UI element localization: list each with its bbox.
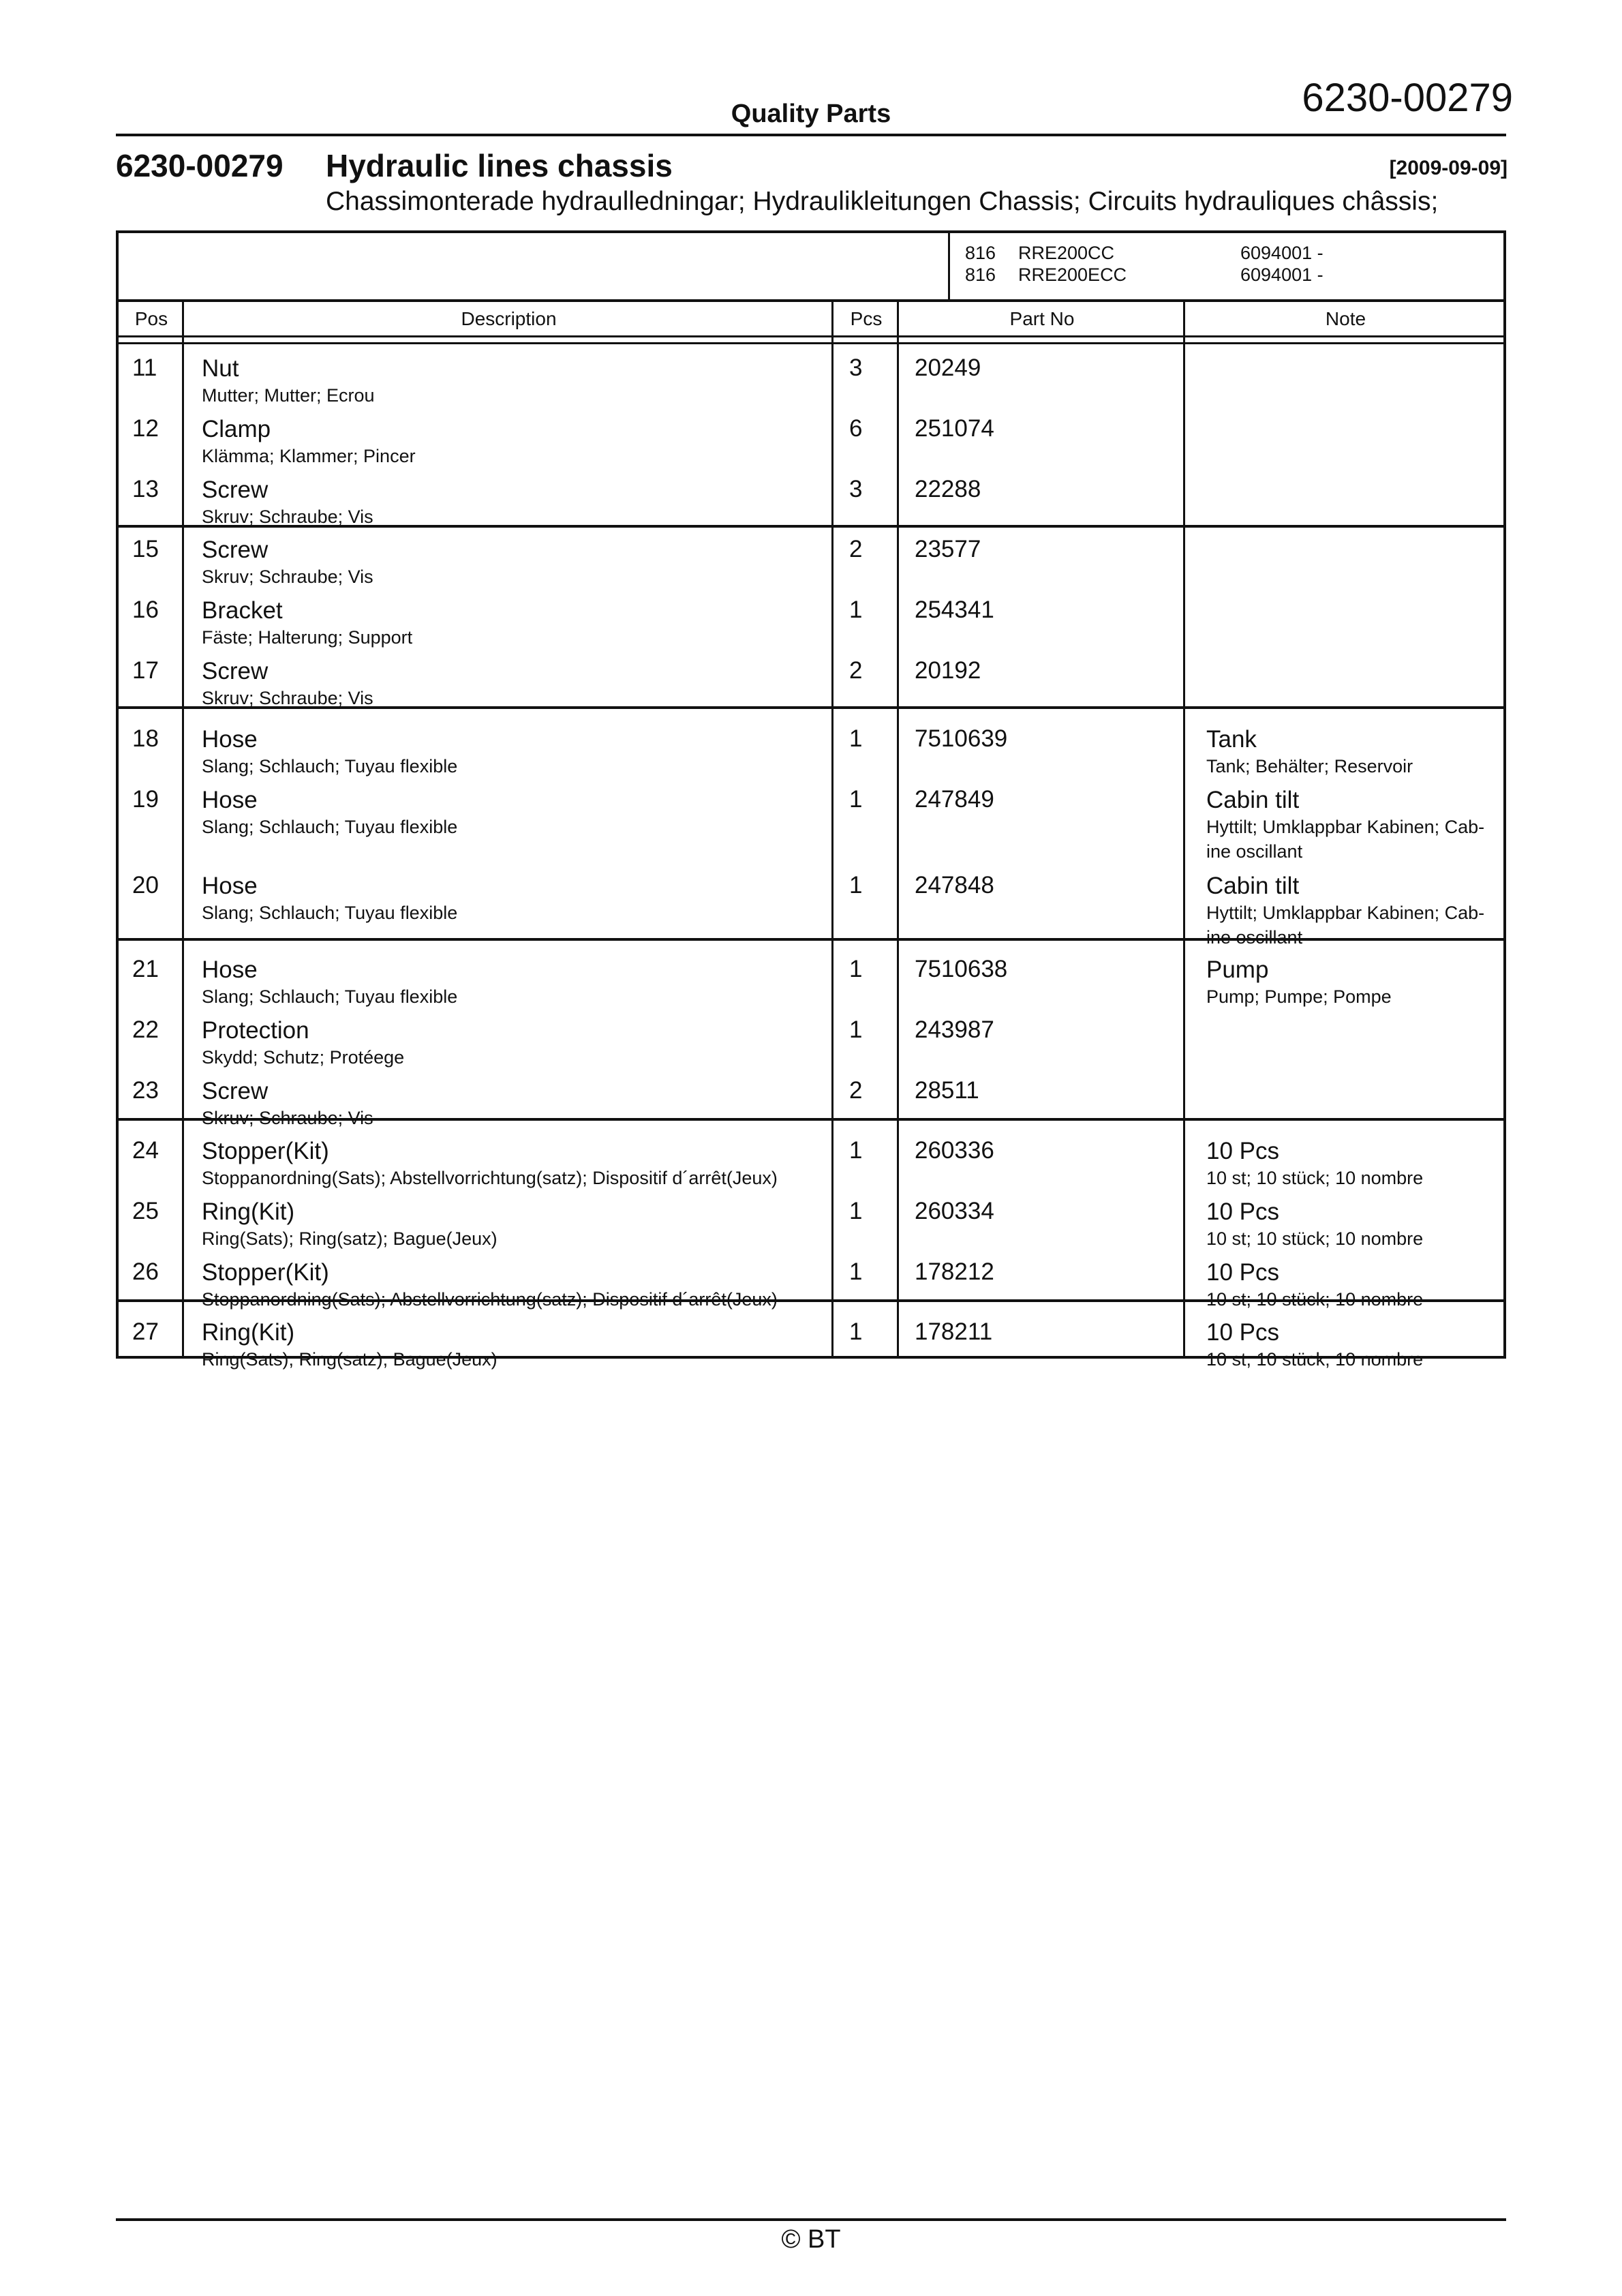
note-main: Cabin tilt <box>1206 787 1300 813</box>
description-main: Ring(Kit) <box>202 1319 295 1346</box>
description-main: Screw <box>202 658 269 684</box>
description-main: Hose <box>202 956 258 983</box>
description-translations: Stoppanordning(Sats); Abstellvorrichtung(satz); Dispositif d´arrêt(Jeux) <box>202 1168 778 1188</box>
model-name: RRE200ECC <box>1018 265 1127 285</box>
position-number: 17 <box>132 657 159 684</box>
section-date: [2009-09-09] <box>1389 157 1508 179</box>
note-translations: 10 st; 10 stück; 10 nombre <box>1206 1228 1424 1249</box>
part-number: 178211 <box>915 1318 993 1345</box>
description-cell <box>202 1258 924 1312</box>
description-translations: Klämma; Klammer; Pincer <box>202 446 416 466</box>
position-number: 19 <box>132 786 159 813</box>
description-main: Clamp <box>202 416 271 442</box>
description-cell <box>202 1137 924 1190</box>
position-number: 16 <box>132 596 159 623</box>
description-main: Protection <box>202 1017 309 1044</box>
model-number: 816 <box>965 243 996 263</box>
note-main: Tank <box>1206 726 1257 753</box>
quantity: 3 <box>849 354 863 381</box>
description-main: Screw <box>202 477 269 503</box>
description-translations: Stoppanordning(Sats); Abstellvorrichtung(satz); Dispositif d´arrêt(Jeux) <box>202 1289 778 1310</box>
description-translations: Slang; Schlauch; Tuyau flexible <box>202 756 458 776</box>
description-main: Screw <box>202 537 269 563</box>
quantity: 1 <box>849 725 863 752</box>
section-title: Hydraulic lines chassis <box>326 148 673 183</box>
note-translations: Hyttilt; Umklappbar Kabinen; Cab-ine oscillant <box>1206 817 1485 862</box>
model-number: 816 <box>965 265 996 285</box>
description-main: Hose <box>202 873 258 899</box>
description-cell <box>202 354 924 408</box>
part-number: 20192 <box>915 657 981 684</box>
position-number: 22 <box>132 1016 159 1043</box>
quantity: 1 <box>849 872 863 898</box>
position-number: 23 <box>132 1077 159 1104</box>
part-number: 20249 <box>915 354 981 381</box>
description-cell <box>202 1016 924 1070</box>
note-cell <box>1206 1258 1493 1312</box>
part-number: 23577 <box>915 536 981 562</box>
note-cell <box>1206 872 1493 950</box>
note-main: 10 Pcs <box>1206 1138 1279 1164</box>
note-translations: Pump; Pumpe; Pompe <box>1206 986 1392 1007</box>
part-number: 7510638 <box>915 956 1008 982</box>
column-header-pos: Pos <box>134 308 168 329</box>
description-cell <box>202 1077 924 1130</box>
quantity: 1 <box>849 1318 863 1345</box>
column-header-underline <box>119 342 1503 344</box>
description-main: Stopper(Kit) <box>202 1138 329 1164</box>
column-header-pcs: Pcs <box>850 308 883 329</box>
part-number: 247849 <box>915 786 994 813</box>
note-main: 10 Pcs <box>1206 1319 1279 1346</box>
header-divider <box>116 134 1506 136</box>
quantity: 1 <box>849 1198 863 1224</box>
column-header-note: Note <box>1325 308 1366 329</box>
section-code: 6230-00279 <box>116 148 284 183</box>
position-number: 21 <box>132 956 159 982</box>
page-header-title: Quality Parts <box>731 100 891 128</box>
column-divider <box>1183 302 1185 1356</box>
description-cell <box>202 725 924 779</box>
description-cell <box>202 596 924 650</box>
description-translations: Fäste; Halterung; Support <box>202 627 413 648</box>
note-cell <box>1206 1137 1493 1190</box>
part-number: 247848 <box>915 872 994 898</box>
description-cell <box>202 1318 924 1372</box>
note-main: Pump <box>1206 956 1269 983</box>
column-header-description: Description <box>461 308 557 329</box>
quantity: 1 <box>849 956 863 982</box>
part-number: 260336 <box>915 1137 994 1164</box>
position-number: 11 <box>132 354 157 381</box>
description-translations: Slang; Schlauch; Tuyau flexible <box>202 986 458 1007</box>
model-divider <box>948 233 950 299</box>
part-number: 22288 <box>915 476 981 502</box>
note-translations: 10 st; 10 stück; 10 nombre <box>1206 1349 1424 1370</box>
description-translations: Skydd; Schutz; Protéege <box>202 1047 405 1068</box>
note-cell <box>1206 725 1493 779</box>
description-cell <box>202 872 924 925</box>
footer-copyright: © BT <box>781 2225 841 2254</box>
description-main: Stopper(Kit) <box>202 1259 329 1286</box>
description-cell <box>202 786 924 839</box>
quantity: 1 <box>849 1016 863 1043</box>
description-translations: Ring(Sats); Ring(satz); Bague(Jeux) <box>202 1349 498 1370</box>
description-main: Ring(Kit) <box>202 1198 295 1225</box>
description-translations: Skruv; Schraube; Vis <box>202 1108 373 1128</box>
section-subtitle: Chassimonterade hydraulledningar; Hydraulikleitungen Chassis; Circuits hydrauliques châssis; <box>326 187 1439 216</box>
quantity: 2 <box>849 536 863 562</box>
part-number: 28511 <box>915 1077 979 1104</box>
quantity: 2 <box>849 657 863 684</box>
position-number: 25 <box>132 1198 159 1224</box>
position-number: 15 <box>132 536 159 562</box>
description-translations: Slang; Schlauch; Tuyau flexible <box>202 903 458 923</box>
quantity: 6 <box>849 415 863 442</box>
quantity: 2 <box>849 1077 863 1104</box>
description-cell <box>202 415 924 468</box>
model-serial: 6094001 - <box>1240 243 1323 263</box>
model-serial: 6094001 - <box>1240 265 1323 285</box>
quantity: 3 <box>849 476 863 502</box>
note-cell <box>1206 1318 1493 1372</box>
description-translations: Mutter; Mutter; Ecrou <box>202 385 375 406</box>
part-number: 178212 <box>915 1258 994 1285</box>
note-cell <box>1206 786 1493 864</box>
model-header <box>119 233 1503 302</box>
description-translations: Skruv; Schraube; Vis <box>202 567 373 587</box>
note-main: Cabin tilt <box>1206 873 1300 899</box>
footer-divider <box>116 2218 1506 2221</box>
note-main: 10 Pcs <box>1206 1259 1279 1286</box>
note-cell <box>1206 1198 1493 1251</box>
model-row <box>965 265 1323 286</box>
column-header-part-no: Part No <box>1009 308 1075 329</box>
note-cell <box>1206 956 1493 1009</box>
quantity: 1 <box>849 596 863 623</box>
part-number: 243987 <box>915 1016 994 1043</box>
description-translations: Skruv; Schraube; Vis <box>202 688 373 708</box>
description-main: Hose <box>202 787 258 813</box>
description-main: Screw <box>202 1078 269 1104</box>
description-translations: Ring(Sats); Ring(satz); Bague(Jeux) <box>202 1228 498 1249</box>
position-number: 18 <box>132 725 159 752</box>
description-main: Nut <box>202 355 239 382</box>
page-doc-code: 6230-00279 <box>1302 76 1513 120</box>
description-cell <box>202 956 924 1009</box>
note-translations: Tank; Behälter; Reservoir <box>1206 756 1413 776</box>
description-cell <box>202 476 924 529</box>
model-row <box>965 243 1323 264</box>
description-main: Bracket <box>202 597 283 624</box>
column-divider <box>182 302 184 1356</box>
note-translations: 10 st; 10 stück; 10 nombre <box>1206 1168 1424 1188</box>
part-number: 254341 <box>915 596 994 623</box>
position-number: 26 <box>132 1258 159 1285</box>
model-name: RRE200CC <box>1018 243 1115 263</box>
quantity: 1 <box>849 786 863 813</box>
position-number: 12 <box>132 415 159 442</box>
note-translations: Hyttilt; Umklappbar Kabinen; Cab-ine oscillant <box>1206 903 1485 948</box>
part-number: 251074 <box>915 415 994 442</box>
part-number: 7510639 <box>915 725 1008 752</box>
description-cell <box>202 536 924 589</box>
note-translations: 10 st; 10 stück; 10 nombre <box>1206 1289 1424 1310</box>
description-main: Hose <box>202 726 258 753</box>
description-cell <box>202 1198 924 1251</box>
position-number: 27 <box>132 1318 159 1345</box>
position-number: 24 <box>132 1137 159 1164</box>
parts-table <box>116 230 1506 1370</box>
position-number: 13 <box>132 476 159 502</box>
description-translations: Slang; Schlauch; Tuyau flexible <box>202 817 458 837</box>
quantity: 1 <box>849 1137 863 1164</box>
position-number: 20 <box>132 872 159 898</box>
part-number: 260334 <box>915 1198 994 1224</box>
description-translations: Skruv; Schraube; Vis <box>202 507 373 527</box>
quantity: 1 <box>849 1258 863 1285</box>
description-cell <box>202 657 924 710</box>
note-main: 10 Pcs <box>1206 1198 1279 1225</box>
